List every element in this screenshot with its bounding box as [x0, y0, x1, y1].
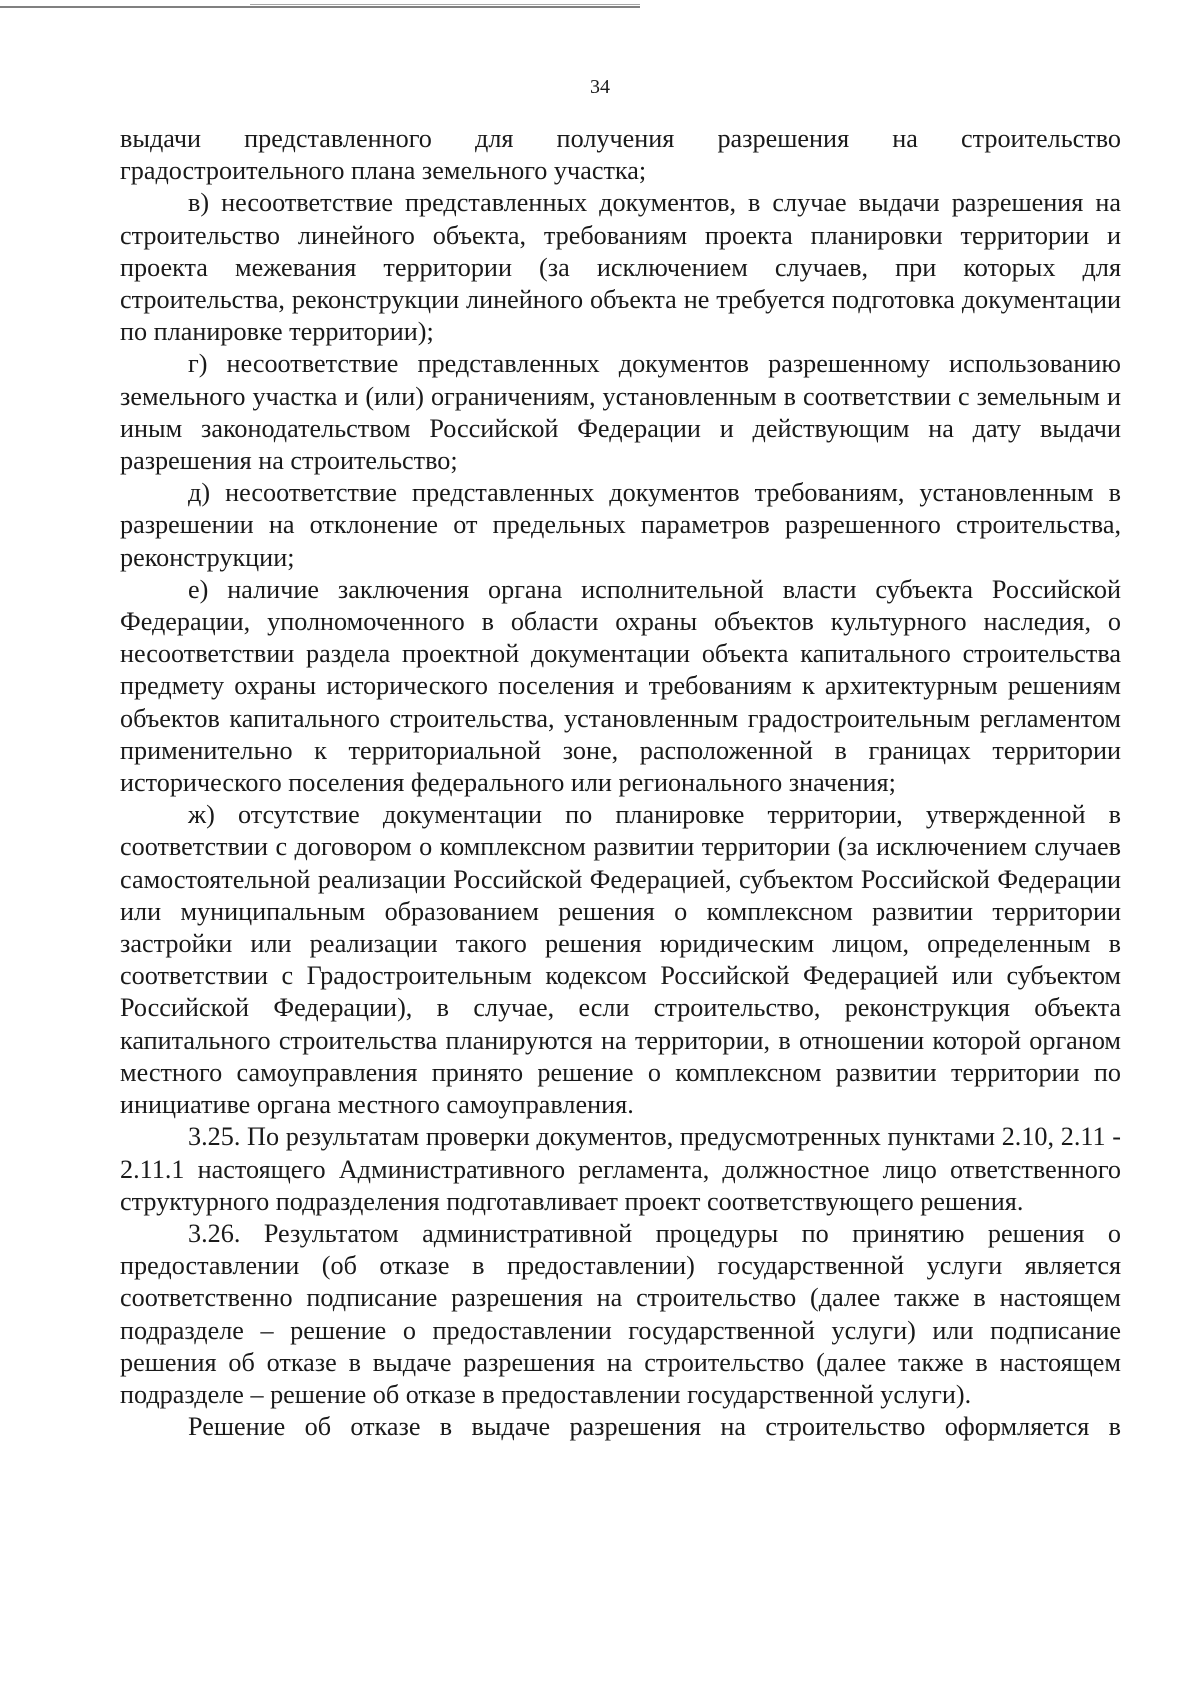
paragraph: 3.26. Результатом административной процедуры по принятию решения о предоставлении (об отказе в предоставлении) государственной услуги является соответственно подписание разрешения на строительство (далее также в настоящем подразделе – решение о предоставлении государственной услуги) или подписание решения об отказе в выдаче разрешения на строительство (далее также в настоящем подразделе – решение об отказе в предоставлении государственной услуги). [120, 1218, 1121, 1409]
paragraph: Решение об отказе в выдаче разрешения на строительство оформляется в [188, 1412, 1121, 1442]
paragraph: д) несоответствие представленных документов требованиям, установленным в разрешении на отклонение от предельных параметров разрешенного строительства, реконструкции; [120, 478, 1121, 572]
paragraph: г) несоответствие представленных документов разрешенному использованию земельного участка и (или) ограничениям, установленным в соответствии с земельным и иным законодательством Российской Федерации и действующим на дату выдачи разрешения на строительство; [120, 349, 1121, 476]
document-body [120, 123, 1121, 1443]
paragraph: ж) отсутствие документации по планировке территории, утвержденной в соответствии с договором о комплексном развитии территории (за исключением случаев самостоятельной реализации Российской Федерацией, субъектом Российской Федерации или муниципальным образованием решения о комплексном развитии территории застройки или реализации такого решения юридическим лицом, определенным в соответствии с Градостроительным кодексом Российской Федерацией или субъектом Российской Федерации), в случае, если строительство, реконструкция объекта капитального строительства планируются на территории, в отношении которой органом местного самоуправления принято решение о комплексном развитии территории по инициативе органа местного самоуправления. [120, 800, 1121, 1120]
page-number: 34 [590, 76, 610, 98]
scan-edge-line [0, 6, 640, 8]
paragraph: в) несоответствие представленных документов, в случае выдачи разрешения на строительство линейного объекта, требованиям проекта планировки территории и проекта межевания территории (за исключением случаев, при которых для строительства, реконструкции линейного объекта не требуется подготовка документации по планировке территории); [120, 188, 1121, 347]
paragraph: 3.25. По результатам проверки документов, предусмотренных пунктами 2.10, 2.11 - 2.11.1 настоящего Административного регламента, должностное лицо ответственного структурного подразделения подготавливает проект соответствующего решения. [120, 1122, 1121, 1216]
paragraph: е) наличие заключения органа исполнительной власти субъекта Российской Федерации, уполномоченного в области охраны объектов культурного наследия, о несоответствии раздела проектной документации объекта капитального строительства предмету охраны исторического поселения и требованиям к архитектурным решениям объектов капитального строительства, установленным градостроительным регламентом применительно к территориальной зоне, расположенной в границах территории исторического поселения федерального или регионального значения; [120, 574, 1121, 798]
paragraph: выдачи представленного для получения разрешения на строительство градостроительного плана земельного участка; [120, 124, 1121, 186]
scan-edge-line [250, 4, 640, 5]
